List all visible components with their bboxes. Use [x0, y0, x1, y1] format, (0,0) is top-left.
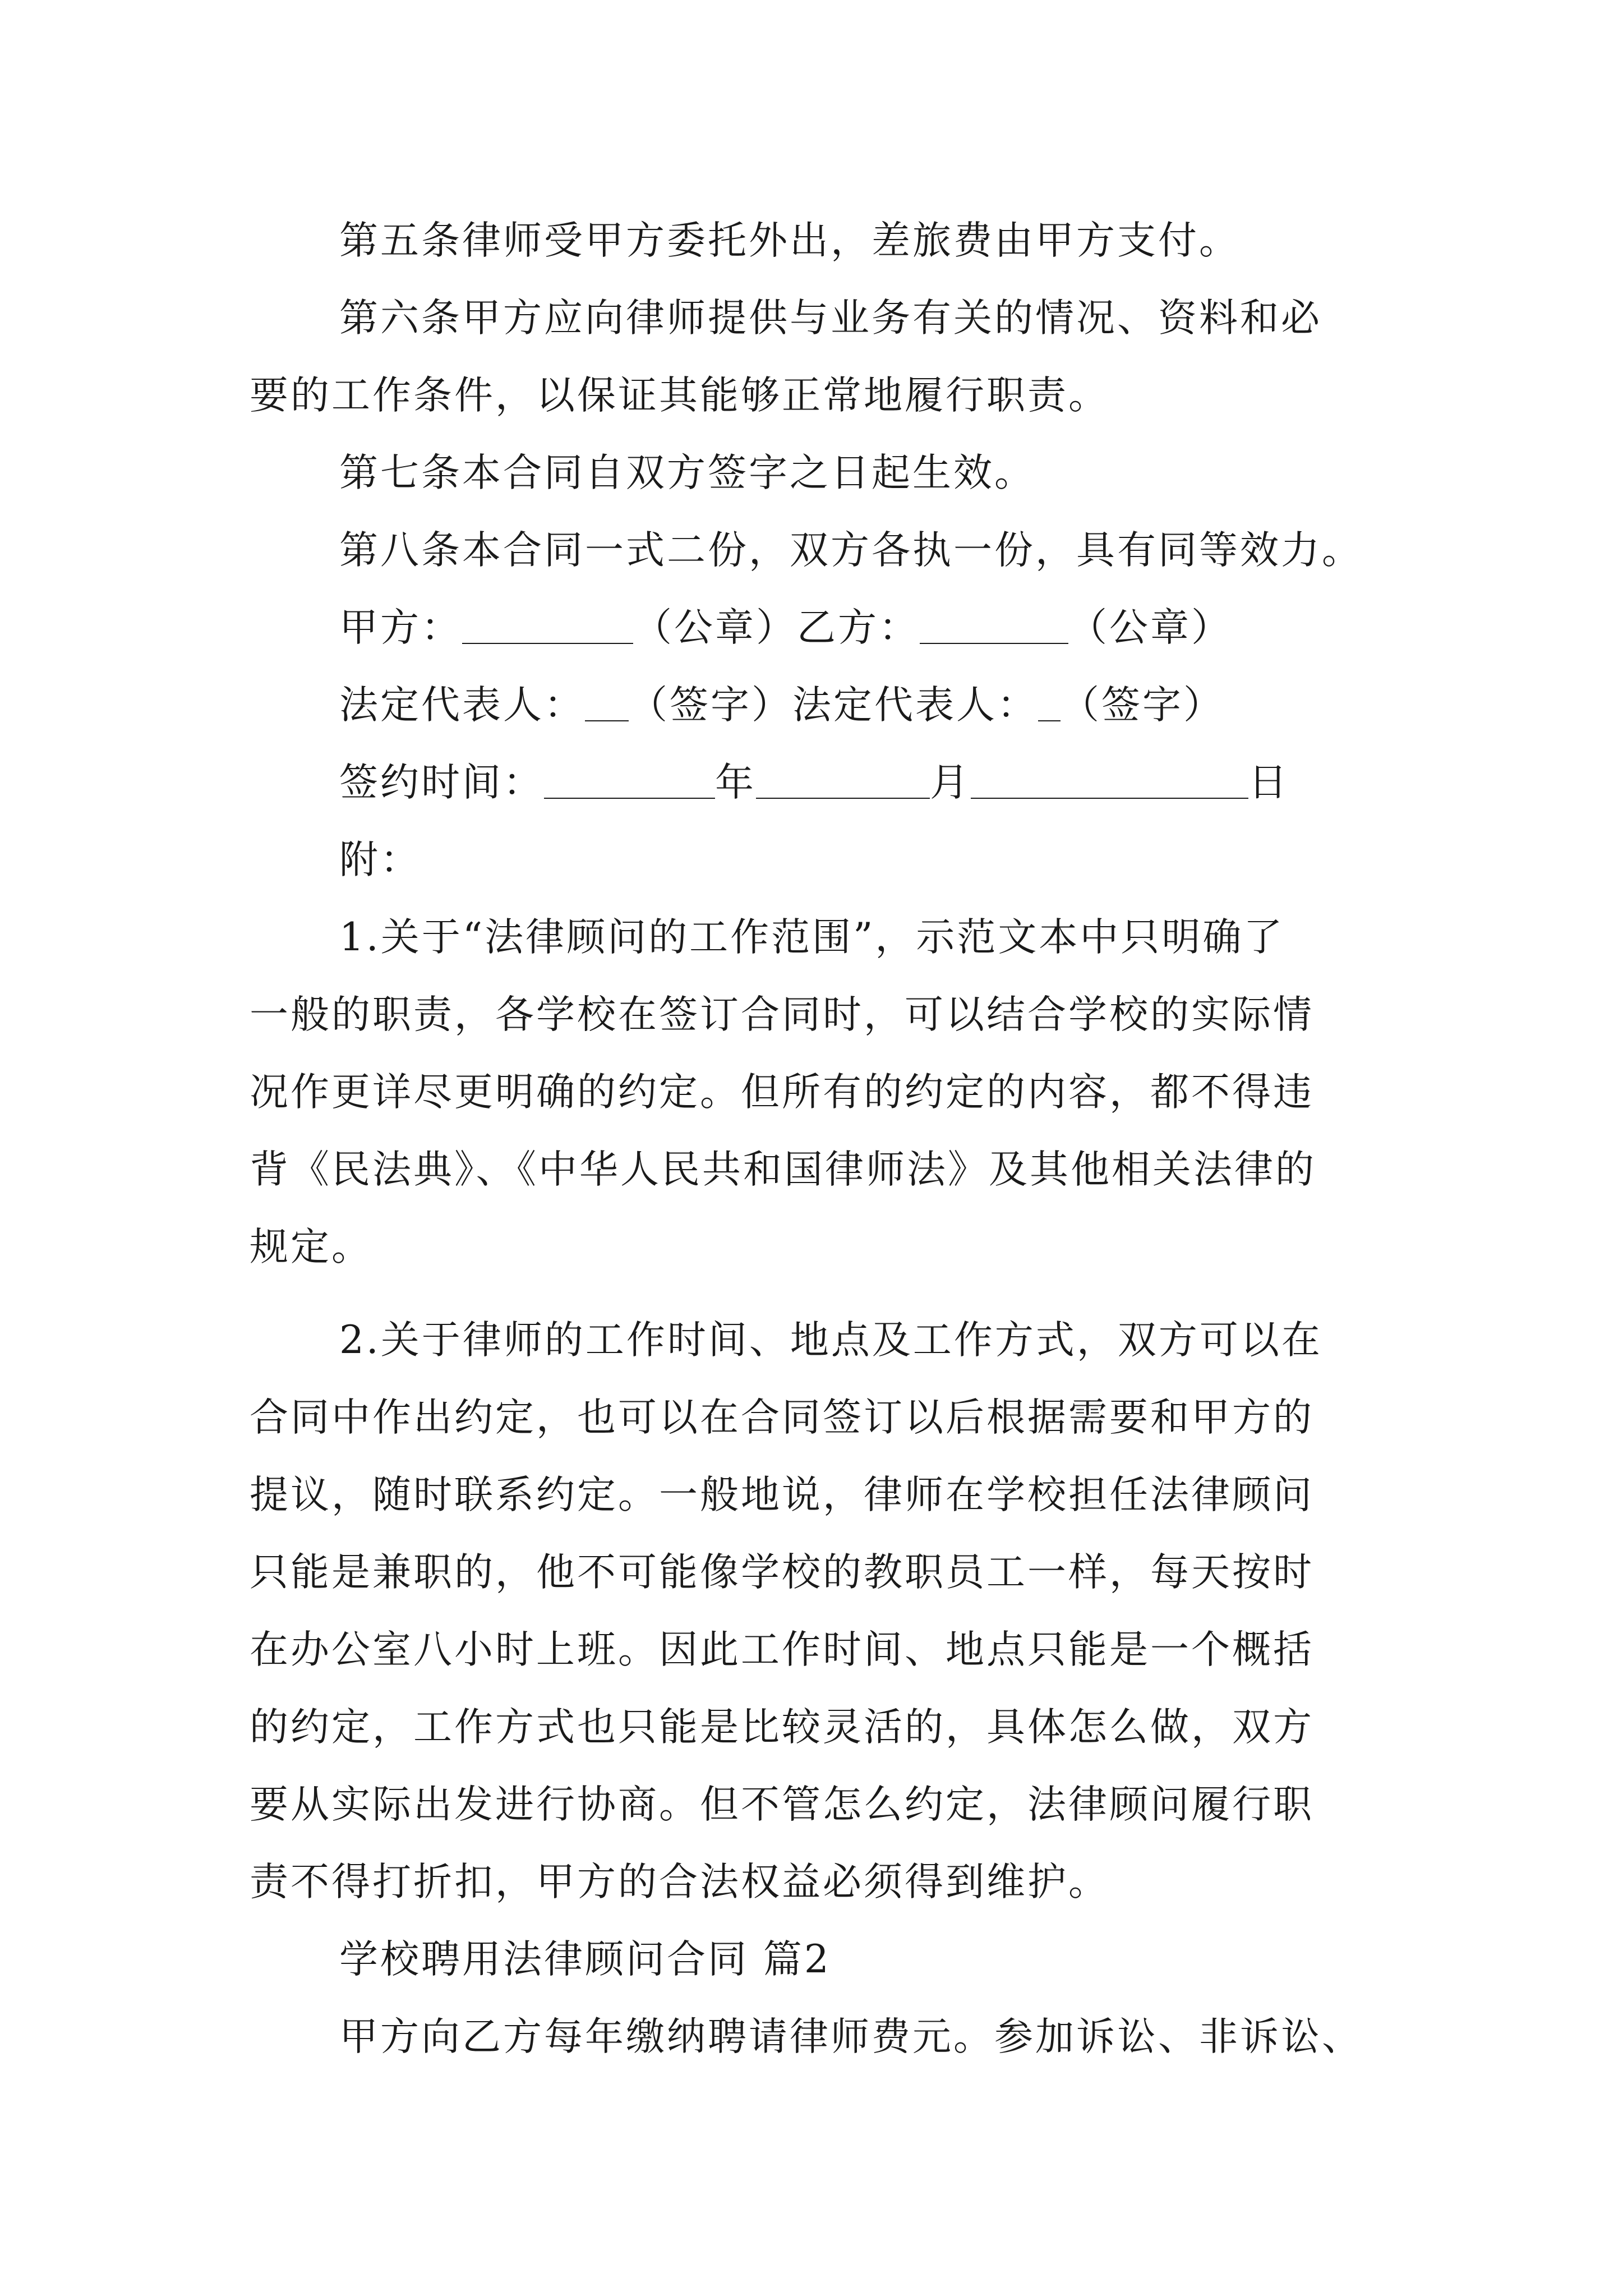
- year-blank: [544, 759, 715, 799]
- month-label: 月: [930, 760, 971, 805]
- seal-label-2: （公章）: [1068, 605, 1232, 650]
- year-label: 年: [715, 760, 756, 805]
- article-5: 第五条律师受甲方委托外出，差旅费由甲方支付。: [339, 218, 1240, 263]
- note-2-line-3: 提议，随时联系约定。一般地说，律师在学校担任法律顾问: [250, 1473, 1314, 1517]
- rep-sign-1: （签字）法定代表人：: [629, 683, 1038, 728]
- signing-date-line: [250, 744, 1388, 821]
- note-1-line-4: 背《民法典》、《中华人民共和国律师法》及其他相关法律的: [250, 1147, 1316, 1192]
- date-label: 签约时间：: [339, 760, 544, 805]
- rep-label-1: 法定代表人：: [339, 683, 585, 728]
- seal-label-1: （公章）乙方：: [633, 605, 920, 650]
- party-a-label: 甲方：: [339, 605, 462, 650]
- article-8: 第八条本合同一式二份，双方各执一份，具有同等效力。: [339, 528, 1363, 573]
- note-2-line-4: 只能是兼职的，他不可能像学校的教职员工一样，每天按时: [250, 1550, 1314, 1595]
- appendix-heading: 附：: [339, 838, 421, 882]
- party-b-seal-blank: [920, 604, 1068, 644]
- rep-b-blank: [1038, 682, 1061, 721]
- legal-representative-line: [250, 666, 1388, 744]
- document-body: [250, 202, 1388, 2076]
- day-blank: [971, 759, 1248, 799]
- section-2-title: 学校聘用法律顾问合同 篇2: [339, 1937, 831, 1982]
- article-6-line-2: 要的工作条件，以保证其能够正常地履行职责。: [250, 373, 1109, 418]
- note-1-line-2: 一般的职责，各学校在签订合同时，可以结合学校的实际情: [250, 992, 1314, 1037]
- party-a-seal-blank: [462, 604, 633, 644]
- note-1-line-5: 规定。: [250, 1225, 372, 1269]
- note-1-line-1: 1.关于“法律顾问的工作范围”，示范文本中只明确了: [339, 915, 1285, 960]
- rep-a-blank: [585, 682, 629, 721]
- note-2-line-1: 2.关于律师的工作时间、地点及工作方式，双方可以在: [339, 1318, 1322, 1363]
- article-6-line-1: 第六条甲方应向律师提供与业务有关的情况、资料和必: [339, 296, 1322, 341]
- section-2-line-1: 甲方向乙方每年缴纳聘请律师费元。参加诉讼、非诉讼、: [339, 2014, 1363, 2059]
- rep-sign-2: （签字）: [1061, 683, 1224, 728]
- article-7: 第七条本合同自双方签字之日起生效。: [339, 450, 1035, 495]
- month-blank: [756, 759, 930, 799]
- note-2-line-2: 合同中作出约定，也可以在合同签订以后根据需要和甲方的: [250, 1395, 1314, 1440]
- day-label: 日: [1248, 760, 1289, 805]
- note-2-line-7: 要从实际出发进行协商。但不管怎么约定，法律顾问履行职: [250, 1782, 1314, 1827]
- note-2-line-5: 在办公室八小时上班。因此工作时间、地点只能是一个概括: [250, 1627, 1314, 1672]
- signature-parties-line: [250, 589, 1388, 666]
- note-1-line-3: 况作更详尽更明确的约定。但所有的约定的内容，都不得违: [250, 1070, 1314, 1115]
- note-2-line-8: 责不得打折扣，甲方的合法权益必须得到维护。: [250, 1860, 1109, 1904]
- note-2-line-6: 的约定，工作方式也只能是比较灵活的，具体怎么做，双方: [250, 1705, 1314, 1750]
